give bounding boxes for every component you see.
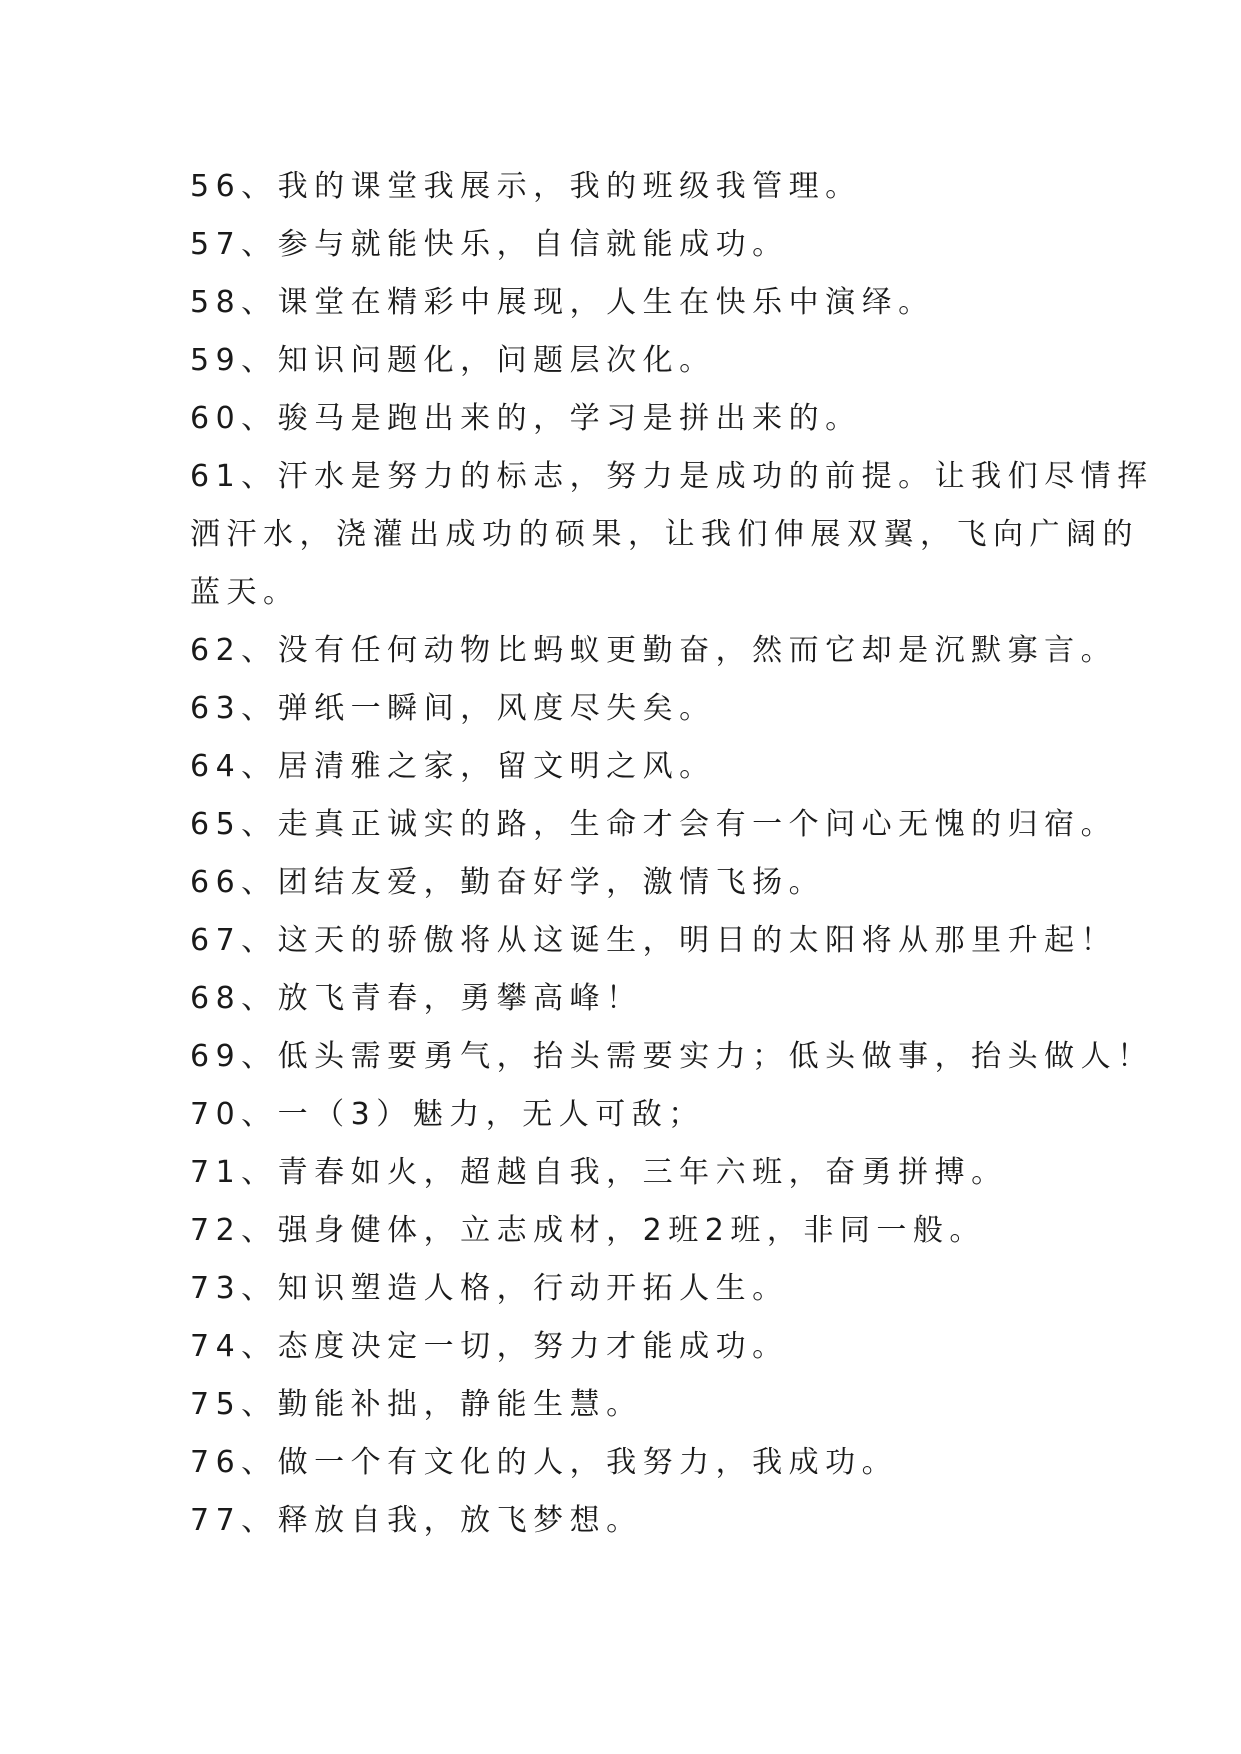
text-line: 63、弹纸一瞬间，风度尽失矣。 xyxy=(190,691,716,726)
text-line: 洒汗水，浇灌出成功的硕果，让我们伸展双翼，飞向广阔的 xyxy=(190,517,1139,552)
text-line: 73、知识塑造人格，行动开拓人生。 xyxy=(190,1271,789,1306)
text-line: 61、汗水是努力的标志，努力是成功的前提。让我们尽情挥 xyxy=(190,459,1154,494)
text-line: 60、骏马是跑出来的，学习是拼出来的。 xyxy=(190,401,862,436)
text-line: 蓝天。 xyxy=(190,575,300,610)
text-line: 76、做一个有文化的人，我努力，我成功。 xyxy=(190,1445,899,1480)
text-line: 65、走真正诚实的路，生命才会有一个问心无愧的归宿。 xyxy=(190,807,1118,842)
text-line: 64、居清雅之家，留文明之风。 xyxy=(190,749,716,784)
text-line: 68、放飞青春，勇攀高峰！ xyxy=(190,981,643,1016)
text-line: 56、我的课堂我展示，我的班级我管理。 xyxy=(190,169,862,204)
text-line: 72、强身健体，立志成材，2班2班，非同一般。 xyxy=(190,1213,986,1248)
text-line: 62、没有任何动物比蚂蚁更勤奋，然而它却是沉默寡言。 xyxy=(190,633,1118,668)
text-line: 57、参与就能快乐，自信就能成功。 xyxy=(190,227,789,262)
text-line: 75、勤能补拙，静能生慧。 xyxy=(190,1387,643,1422)
text-line: 74、态度决定一切，努力才能成功。 xyxy=(190,1329,789,1364)
text-line: 66、团结友爱，勤奋好学，激情飞扬。 xyxy=(190,865,826,900)
text-line: 70、一（3）魅力，无人可敌； xyxy=(190,1097,705,1132)
text-line: 58、课堂在精彩中展现，人生在快乐中演绎。 xyxy=(190,285,935,320)
text-line: 59、知识问题化，问题层次化。 xyxy=(190,343,716,378)
text-line: 69、低头需要勇气，抬头需要实力；低头做事，抬头做人！ xyxy=(190,1039,1154,1074)
text-line: 71、青春如火，超越自我，三年六班，奋勇拼搏。 xyxy=(190,1155,1008,1190)
document-body xyxy=(190,158,1154,1550)
text-line: 77、释放自我，放飞梦想。 xyxy=(190,1503,643,1538)
text-line: 67、这天的骄傲将从这诞生，明日的太阳将从那里升起！ xyxy=(190,923,1118,958)
